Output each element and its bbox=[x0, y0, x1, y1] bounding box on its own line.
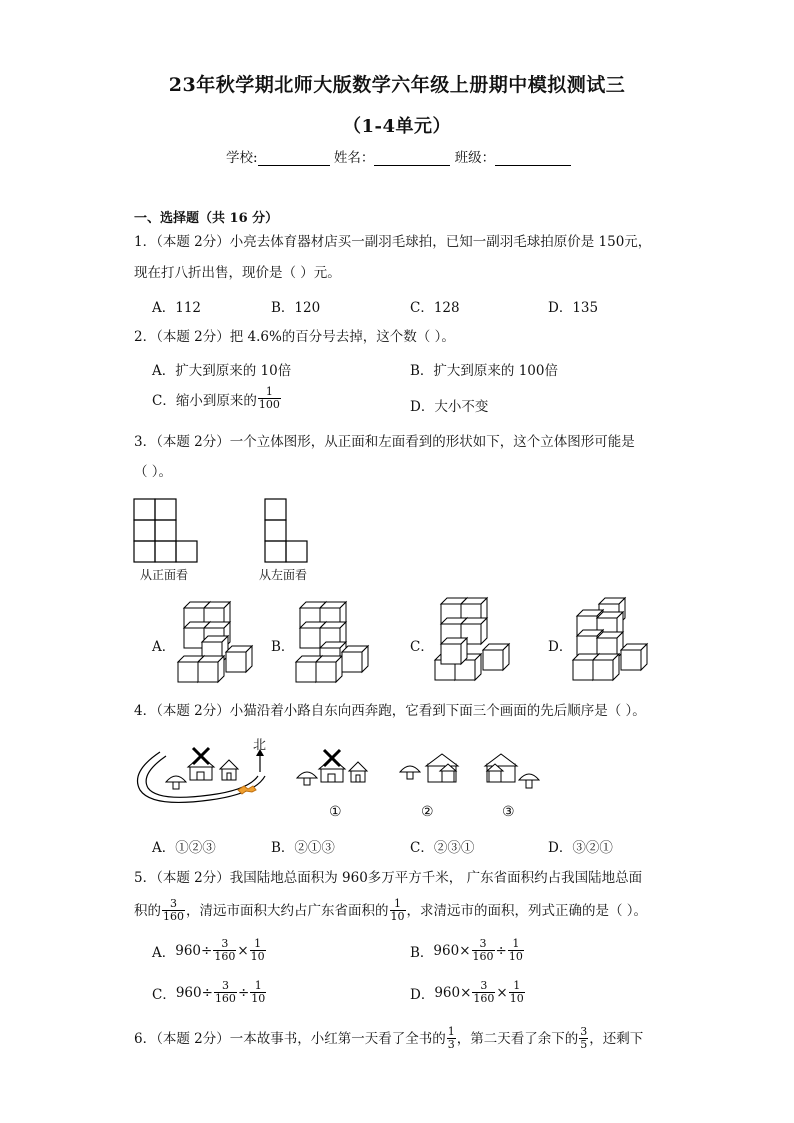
q3-option-b-figure[interactable] bbox=[296, 600, 376, 684]
q2-option-b[interactable]: B．扩大到原来的 100倍 bbox=[410, 363, 558, 379]
q6-fraction-2: $\frac{3}{5}$ bbox=[580, 1025, 588, 1051]
q1-option-d[interactable]: D．135 bbox=[548, 300, 599, 316]
q4-option-c[interactable]: C．②③① bbox=[410, 840, 475, 856]
q2-option-a[interactable]: A．扩大到原来的 10倍 bbox=[152, 363, 292, 379]
q5-option-c[interactable]: C． 960÷ $\frac{3}{160}$ ÷ $\frac{1}{10}$ bbox=[152, 979, 266, 1005]
q6-line1: 6．（本题 2分）一本故事书，小红第一天看了全书的 $\frac{1}{3}$ ，第二天看了余下的 $\frac{3}{5}$ ，还剩下 bbox=[134, 1025, 644, 1051]
q1-line2: 现在打八折出售，现价是（ ）元。 bbox=[134, 265, 341, 281]
school-blank[interactable] bbox=[258, 151, 330, 166]
q3-option-d[interactable]: D． bbox=[548, 639, 573, 655]
page-subtitle: （1-4单元） bbox=[342, 116, 452, 137]
north-label: 北 bbox=[253, 738, 267, 753]
q4-picture-2-label: ② bbox=[421, 804, 434, 820]
front-view-caption: 从正面看 bbox=[140, 568, 189, 582]
left-view-caption: 从左面看 bbox=[259, 568, 308, 582]
class-label: 班级： bbox=[454, 150, 496, 166]
q6-fraction-1: $\frac{1}{3}$ bbox=[447, 1025, 455, 1051]
q4-option-b[interactable]: B．②①③ bbox=[271, 840, 335, 856]
q5-line2: 积的 $\frac{3}{160}$ ，清远市面积大约占广东省面积的 $\frac{1}{10}$ ，求清远市的面积，列式正确的是（ ）。 bbox=[134, 897, 648, 923]
q3-option-a-figure[interactable] bbox=[178, 600, 258, 684]
q2-option-c-text: C．缩小到原来的 bbox=[152, 392, 257, 409]
q3-option-c[interactable]: C． bbox=[410, 639, 434, 655]
q5-option-a[interactable]: A． 960÷ $\frac{3}{160}$ × $\frac{1}{10}$ bbox=[152, 937, 265, 963]
q1-option-c[interactable]: C．128 bbox=[410, 300, 460, 316]
q2-option-c-fraction: $\frac{1}{100}$ bbox=[258, 385, 280, 411]
q2-option-d[interactable]: D．大小不变 bbox=[410, 399, 489, 415]
q4-option-a[interactable]: A．①②③ bbox=[152, 840, 216, 856]
q1-option-a[interactable]: A．112 bbox=[152, 300, 202, 316]
q1-line1: 1．（本题 2分）小亮去体育器材店买一副羽毛球拍，已知一副羽毛球拍原价是 150元， bbox=[134, 234, 652, 250]
q3-option-b[interactable]: B． bbox=[271, 639, 295, 655]
q4-line1: 4．（本题 2分）小猫沿着小路自东向西奔跑，它看到下面三个画面的先后顺序是（ ）。 bbox=[134, 703, 646, 719]
q4-option-d[interactable]: D．③②① bbox=[548, 840, 613, 856]
q3-line1: 3．（本题 2分）一个立体图形，从正面和左面看到的形状如下，这个立体图形可能是 bbox=[134, 434, 635, 450]
q4-picture-1[interactable] bbox=[295, 748, 375, 792]
q3-option-a[interactable]: A． bbox=[152, 639, 176, 655]
q4-picture-3-label: ③ bbox=[502, 804, 515, 820]
left-view-figure bbox=[264, 498, 324, 566]
front-view-figure bbox=[133, 498, 213, 566]
q4-picture-3[interactable] bbox=[485, 750, 555, 794]
q3-line2: （ ）。 bbox=[134, 464, 173, 480]
q2-option-c[interactable] bbox=[152, 386, 282, 411]
page-title: 23年秋学期北师大版数学六年级上册期中模拟测试三 bbox=[168, 74, 626, 96]
name-blank[interactable] bbox=[374, 151, 450, 166]
q4-picture-1-label: ① bbox=[329, 804, 342, 820]
q5-fraction-2: $\frac{1}{10}$ bbox=[390, 897, 405, 923]
q4-picture-2[interactable] bbox=[398, 750, 468, 790]
student-info bbox=[226, 146, 571, 166]
q1-option-b[interactable]: B．120 bbox=[271, 300, 321, 316]
name-label: 姓名： bbox=[333, 150, 375, 166]
q5-option-b[interactable]: B． 960× $\frac{3}{160}$ ÷ $\frac{1}{10}$ bbox=[410, 937, 523, 963]
q3-option-c-figure[interactable] bbox=[435, 598, 515, 684]
school-label: 学校: bbox=[226, 150, 258, 166]
q2-line1: 2．（本题 2分）把 4.6%的百分号去掉，这个数（ ）。 bbox=[134, 329, 455, 345]
q5-option-d[interactable]: D． 960× $\frac{3}{160}$ × $\frac{1}{10}$ bbox=[410, 979, 524, 1005]
q3-option-d-figure[interactable] bbox=[573, 598, 653, 684]
class-blank[interactable] bbox=[495, 151, 571, 166]
q5-line1: 5．（本题 2分）我国陆地总面积为 960多万平方千米， 广东省面积约占我国陆地总面 bbox=[134, 870, 643, 886]
section-title: 一、选择题（共 16 分） bbox=[134, 211, 279, 226]
q5-fraction-1: $\frac{3}{160}$ bbox=[163, 897, 184, 923]
